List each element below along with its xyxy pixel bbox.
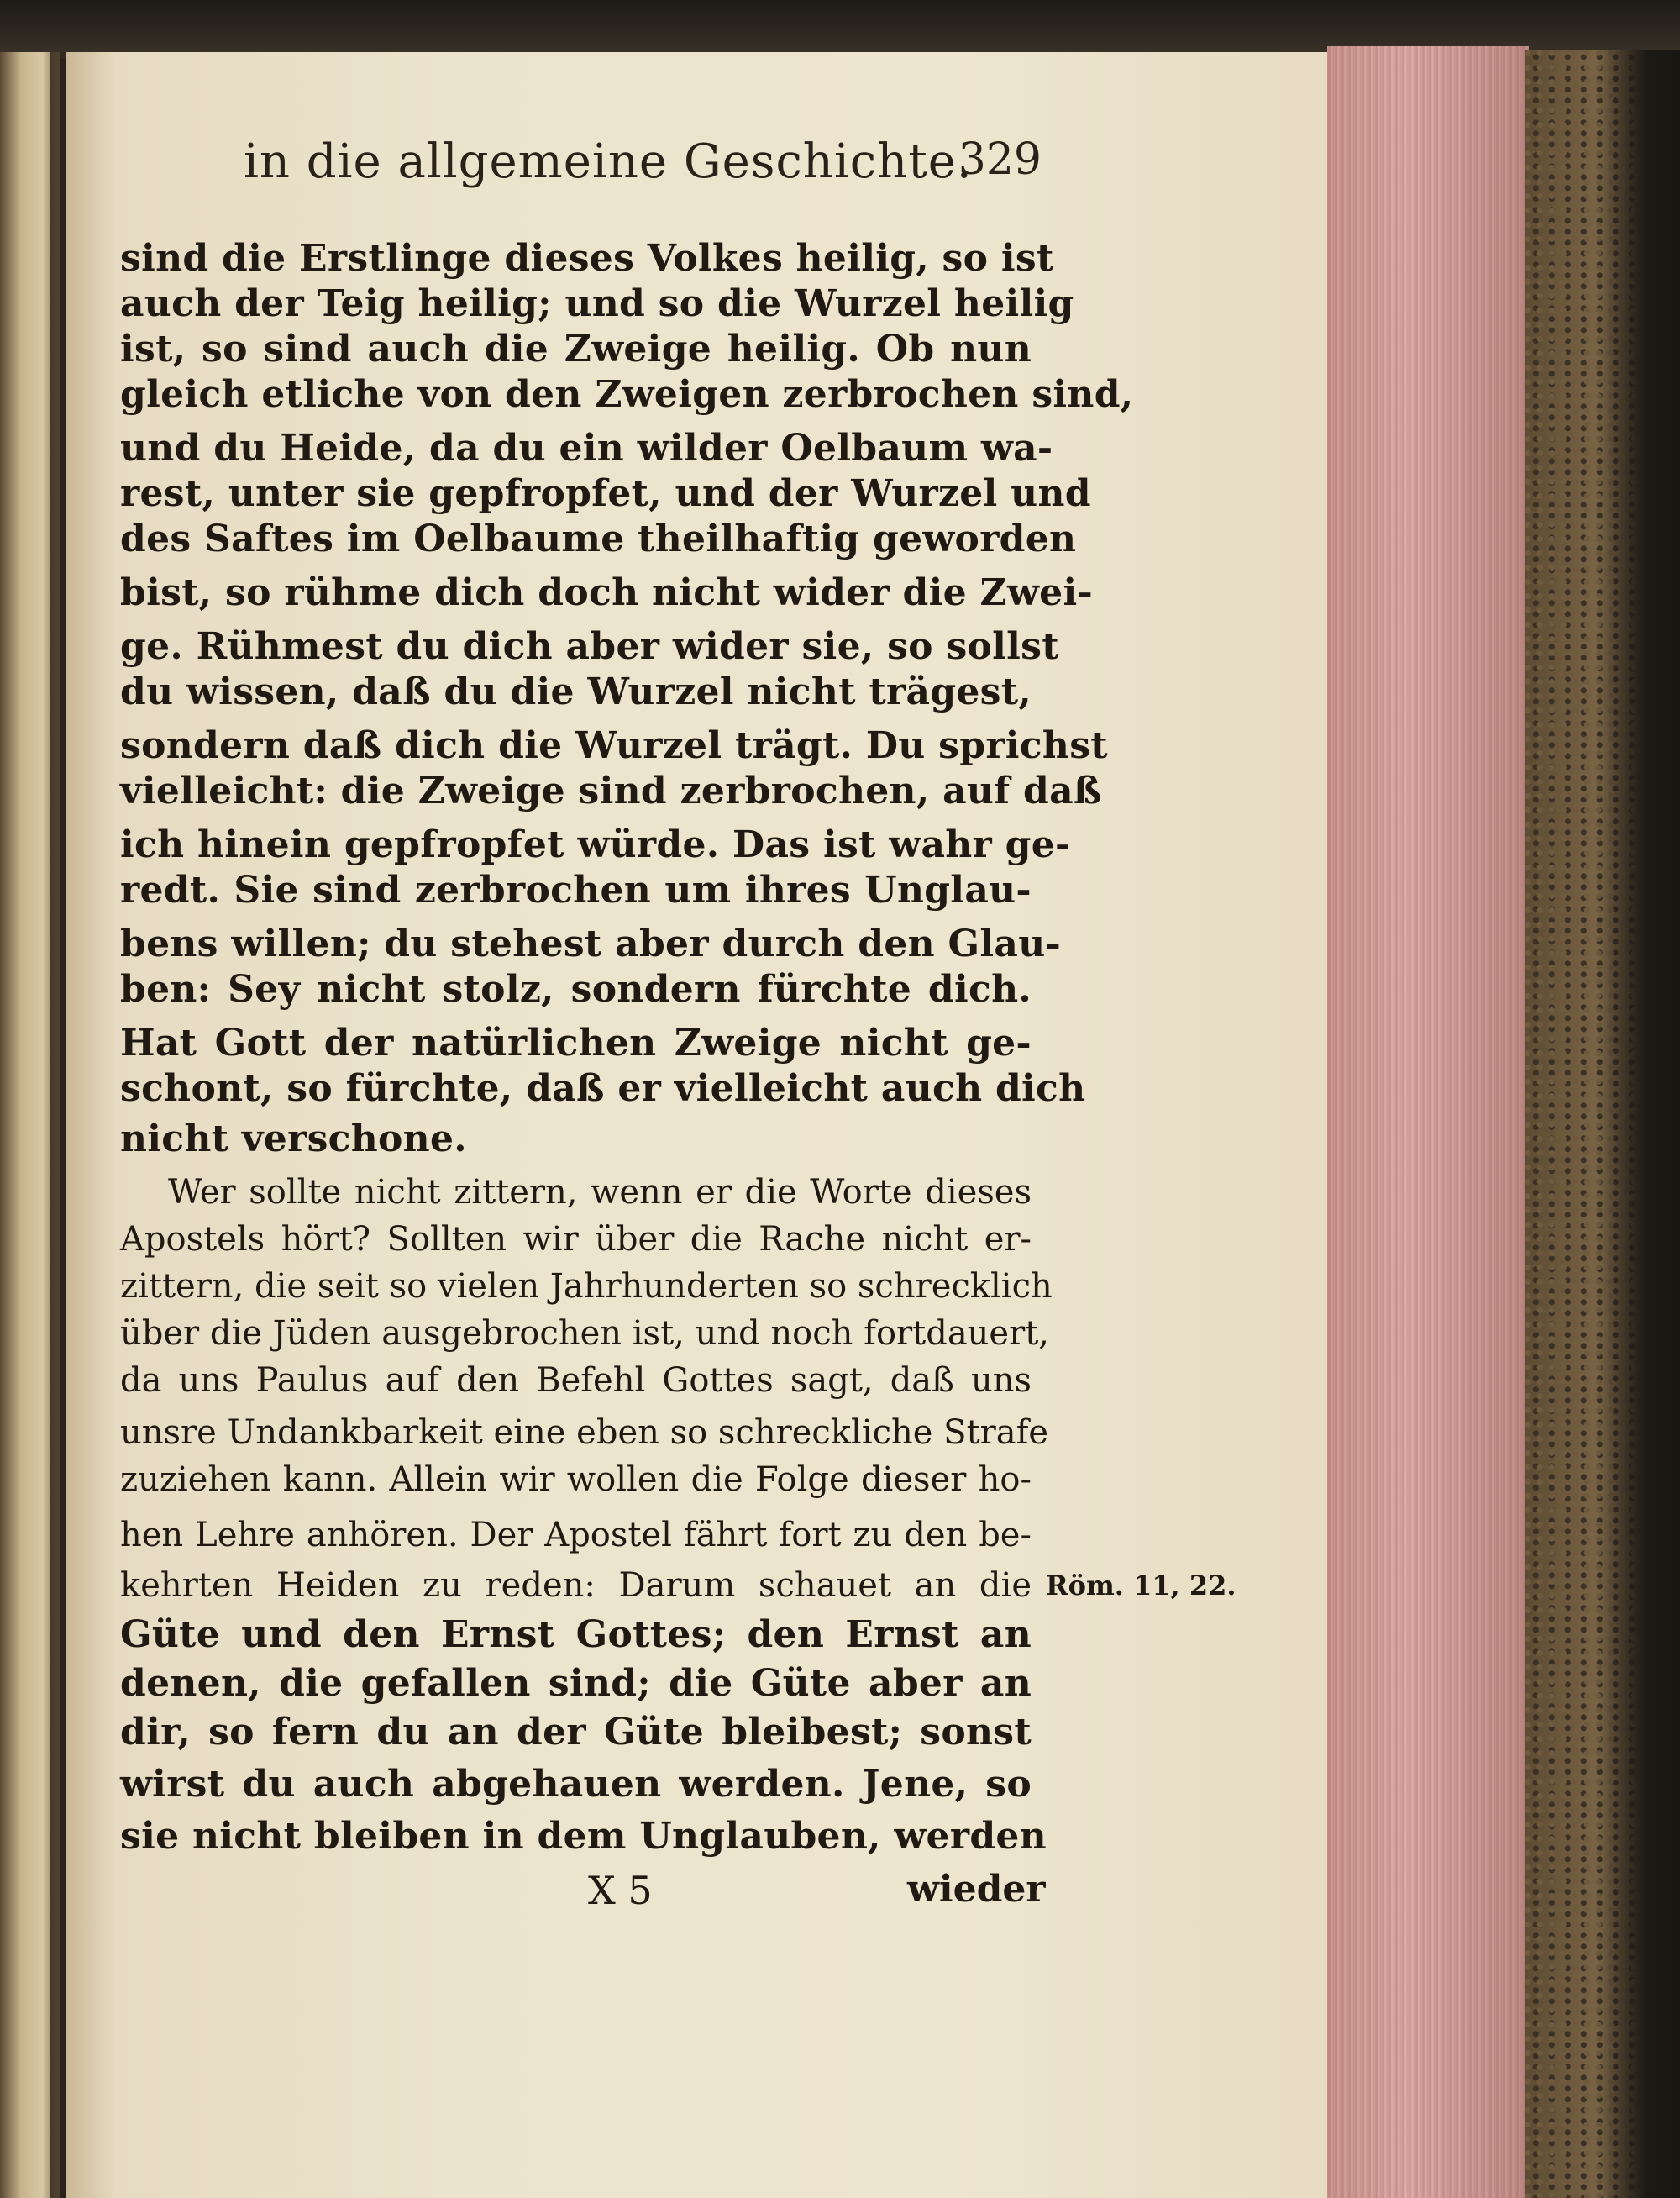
text-line: zuziehen kann. Allein wir wollen die Folge dieser ho-: [120, 1460, 1032, 1499]
page-number: 329: [958, 134, 1042, 185]
catchword: wieder: [907, 1868, 1046, 1911]
text-line: Wer sollte nicht zittern, wenn er die Worte dieses: [168, 1173, 1032, 1212]
running-head: in die allgemeine Geschichte.: [244, 134, 973, 189]
text-line: bens willen; du stehest aber durch den Glau-: [120, 923, 1062, 965]
text-line: über die Jüden ausgebrochen ist, und noch fortdauert,: [120, 1314, 1050, 1353]
text-line: wirst du auch abgehauen werden. Jene, so: [120, 1763, 1032, 1806]
text-line: Apostels hört? Sollten wir über die Rache nicht er-: [120, 1220, 1032, 1259]
text-line: sondern daß dich die Wurzel trägt. Du sprichst: [120, 724, 1108, 767]
text-line: du wissen, daß du die Wurzel nicht trägest,: [120, 670, 1032, 713]
text-line: dir, so fern du an der Güte bleibest; sonst: [120, 1711, 1032, 1754]
signature-mark: X 5: [588, 1868, 653, 1913]
text-line: Güte und den Ernst Gottes; den Ernst an: [120, 1613, 1032, 1656]
text-line: rest, unter sie gepfropfet, und der Wurzel und: [120, 472, 1091, 515]
cover-edge: [1596, 50, 1680, 2198]
margin-note: Röm. 11, 22.: [1046, 1570, 1236, 1601]
page-block-shade: [1327, 46, 1529, 2198]
text-line: des Saftes im Oelbaume theilhaftig geworden: [120, 518, 1077, 560]
text-line: da uns Paulus auf den Befehl Gottes sagt, daß uns: [120, 1361, 1032, 1400]
text-line: unsre Undankbarkeit eine eben so schreckliche Strafe: [120, 1413, 1049, 1452]
text-line: bist, so rühme dich doch nicht wider die Zwei-: [120, 571, 1094, 614]
text-line: vielleicht: die Zweige sind zerbrochen, auf daß: [120, 770, 1102, 812]
text-line: auch der Teig heilig; und so die Wurzel heilig: [120, 282, 1074, 325]
text-line: und du Heide, da du ein wilder Oelbaum wa-: [120, 427, 1053, 470]
text-line: Hat Gott der natürlichen Zweige nicht ge-: [120, 1022, 1032, 1065]
text-line: kehrten Heiden zu reden: Darum schauet an die: [120, 1566, 1032, 1605]
text-line: redt. Sie sind zerbrochen um ihres Unglau-: [120, 869, 1032, 912]
text-line: denen, die gefallen sind; die Güte aber an: [120, 1662, 1032, 1705]
text-line: schont, so fürchte, daß er vielleicht auch dich: [120, 1067, 1086, 1110]
text-line: hen Lehre anhören. Der Apostel fährt fort zu den be-: [120, 1516, 1032, 1554]
text-line: sie nicht bleiben in dem Unglauben, werden: [120, 1815, 1047, 1858]
text-line: zittern, die seit so vielen Jahrhunderten so schrecklich: [120, 1267, 1053, 1306]
text-line: sind die Erstlinge dieses Volkes heilig, so ist: [120, 237, 1054, 280]
text-line: ben: Sey nicht stolz, sondern fürchte dich.: [120, 968, 1032, 1011]
text-line: ich hinein gepfropfet würde. Das ist wahr ge-: [120, 823, 1071, 866]
text-line: gleich etliche von den Zweigen zerbrochen sind,: [120, 373, 1134, 416]
text-line: nicht verschone.: [120, 1117, 467, 1160]
text-line: ge. Rühmest du dich aber wider sie, so sollst: [120, 625, 1059, 668]
text-line: ist, so sind auch die Zweige heilig. Ob nun: [120, 328, 1032, 371]
